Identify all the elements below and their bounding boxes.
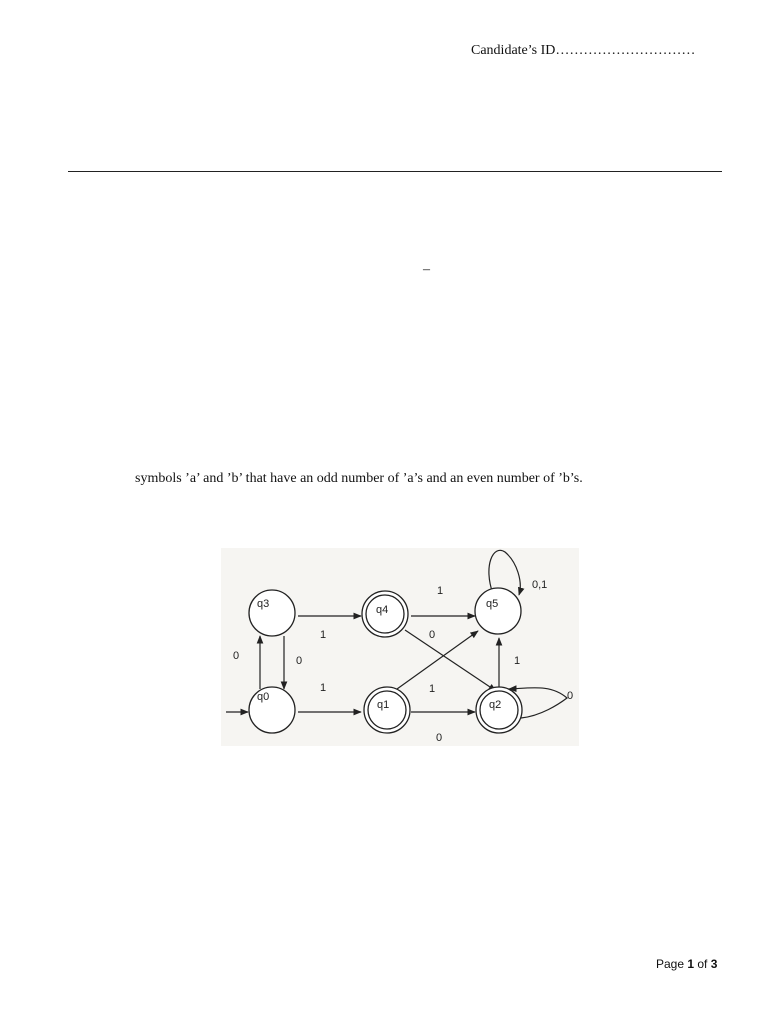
header-divider xyxy=(68,171,722,172)
state-q5 xyxy=(475,588,521,634)
state-label-q1: q1 xyxy=(377,699,390,711)
state-q3 xyxy=(249,590,295,636)
state-label-q3: q3 xyxy=(257,598,270,610)
state-label-q5: q5 xyxy=(486,598,499,610)
edge-label-q0-q1: 1 xyxy=(320,682,327,694)
edge-label-q1-q2: 0 xyxy=(436,732,443,744)
edge-label-q4-q2: 0 xyxy=(429,629,436,641)
state-label-q2: q2 xyxy=(489,699,502,711)
edge-label-q2-self: 0 xyxy=(567,690,574,702)
edge-label-q4-q5: 1 xyxy=(437,585,444,597)
dash-mark: – xyxy=(423,262,430,277)
edge-label-q5-self: 0,1 xyxy=(532,579,548,591)
candidate-id-label: Candidate’s ID………………………… xyxy=(471,43,696,58)
edge-q1-q5 xyxy=(397,631,478,689)
state-q0 xyxy=(249,687,295,733)
edge-label-q2-q5: 1 xyxy=(514,655,521,667)
page-current: 1 xyxy=(687,957,695,971)
page-number xyxy=(656,957,717,971)
edge-label-q1-q5: 1 xyxy=(429,683,436,695)
question-text: symbols ’a’ and ’b’ that have an odd number of ’a’s and an even number of ’b’s. xyxy=(135,471,583,486)
edge-label-q3-q4: 1 xyxy=(320,629,327,641)
page-separator: of xyxy=(694,957,711,971)
page-prefix: Page xyxy=(656,957,688,971)
state-label-q0: q0 xyxy=(257,691,270,703)
edge-q4-q2 xyxy=(405,630,496,691)
automaton-diagram xyxy=(221,548,579,746)
edge-label-q3-q0: 0 xyxy=(233,650,240,662)
state-label-q4: q4 xyxy=(376,604,389,616)
edge-label-q0-q3: 0 xyxy=(296,655,303,667)
page-total: 3 xyxy=(710,957,718,971)
automaton-svg xyxy=(221,548,579,746)
